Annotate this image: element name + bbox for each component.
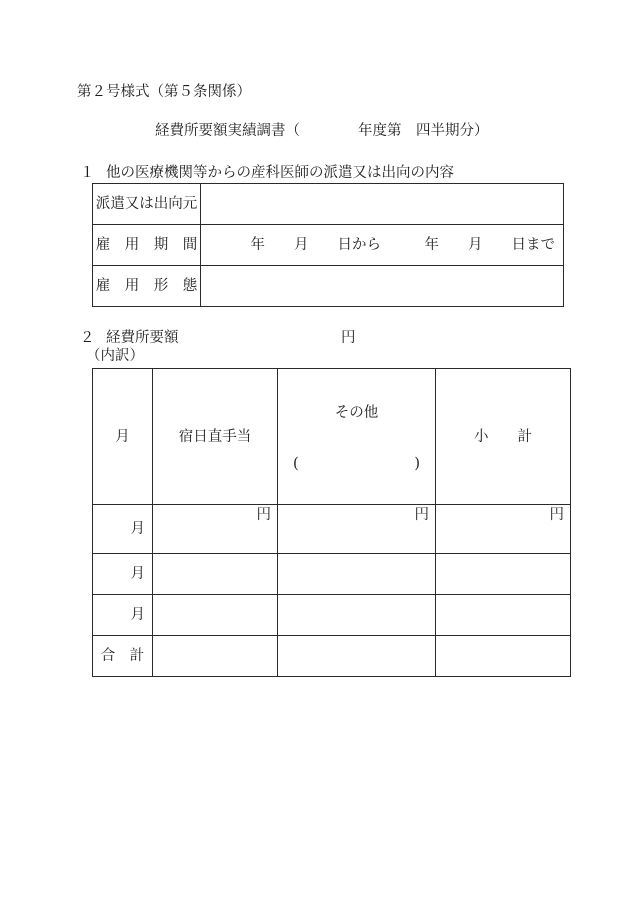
table-row xyxy=(93,595,571,636)
other-cell xyxy=(278,554,436,595)
table-header-row xyxy=(93,369,571,505)
yen-unit: 円 xyxy=(256,507,271,523)
table-row xyxy=(93,184,564,225)
dispatch-source-label: 派遣又は出向元 xyxy=(93,184,201,225)
night-duty-allowance-cell xyxy=(153,554,278,595)
subtotal-total-cell xyxy=(436,636,571,677)
section-1-heading: 他の医療機関等からの産科医師の派遣又は出向の内容 xyxy=(106,165,454,181)
expense-breakdown-table xyxy=(92,368,571,677)
dispatch-details-table xyxy=(92,183,564,307)
month-cell: 月 xyxy=(93,554,153,595)
subtotal-cell xyxy=(436,595,571,636)
document-title: 経費所要額実績調書（ 年度第 四半期分） xyxy=(155,123,489,139)
employment-period-value: 年 月 日から 年 月 日まで xyxy=(201,225,564,266)
table-row xyxy=(93,554,571,595)
other-cell xyxy=(278,505,436,554)
month-header: 月 xyxy=(93,369,153,505)
other-total-cell xyxy=(278,636,436,677)
other-header xyxy=(278,369,436,505)
month-cell: 月 xyxy=(93,595,153,636)
section-2-number: ２ xyxy=(80,330,95,346)
employment-period-label: 雇 用 期 間 xyxy=(93,225,201,266)
subtotal-cell xyxy=(436,554,571,595)
dispatch-source-value xyxy=(201,184,564,225)
employment-type-value xyxy=(201,266,564,307)
table-row xyxy=(93,505,571,554)
total-label-cell: 合 計 xyxy=(93,636,153,677)
total-amount-unit: 円 xyxy=(341,330,356,346)
other-paren-open: ( xyxy=(293,456,299,472)
employment-type-label: 雇 用 形 態 xyxy=(93,266,201,307)
other-cell xyxy=(278,595,436,636)
section-1-number: １ xyxy=(80,165,95,181)
night-duty-allowance-cell xyxy=(153,505,278,554)
yen-unit: 円 xyxy=(549,507,564,523)
month-cell: 月 xyxy=(93,505,153,554)
night-duty-allowance-header: 宿日直手当 xyxy=(153,369,278,505)
night-duty-allowance-total-cell xyxy=(153,636,278,677)
form-number: 第２号様式（第５条関係） xyxy=(77,84,251,100)
other-header-parens xyxy=(278,456,435,472)
subtotal-cell xyxy=(436,505,571,554)
night-duty-allowance-cell xyxy=(153,595,278,636)
table-total-row xyxy=(93,636,571,677)
yen-unit: 円 xyxy=(414,507,429,523)
subtotal-header: 小 計 xyxy=(436,369,571,505)
section-2-heading: 経費所要額 xyxy=(106,330,179,346)
breakdown-label: （内訳） xyxy=(86,348,144,364)
table-row xyxy=(93,266,564,307)
table-row xyxy=(93,225,564,266)
other-header-label: その他 xyxy=(334,405,379,421)
other-paren-close: ) xyxy=(414,456,420,472)
